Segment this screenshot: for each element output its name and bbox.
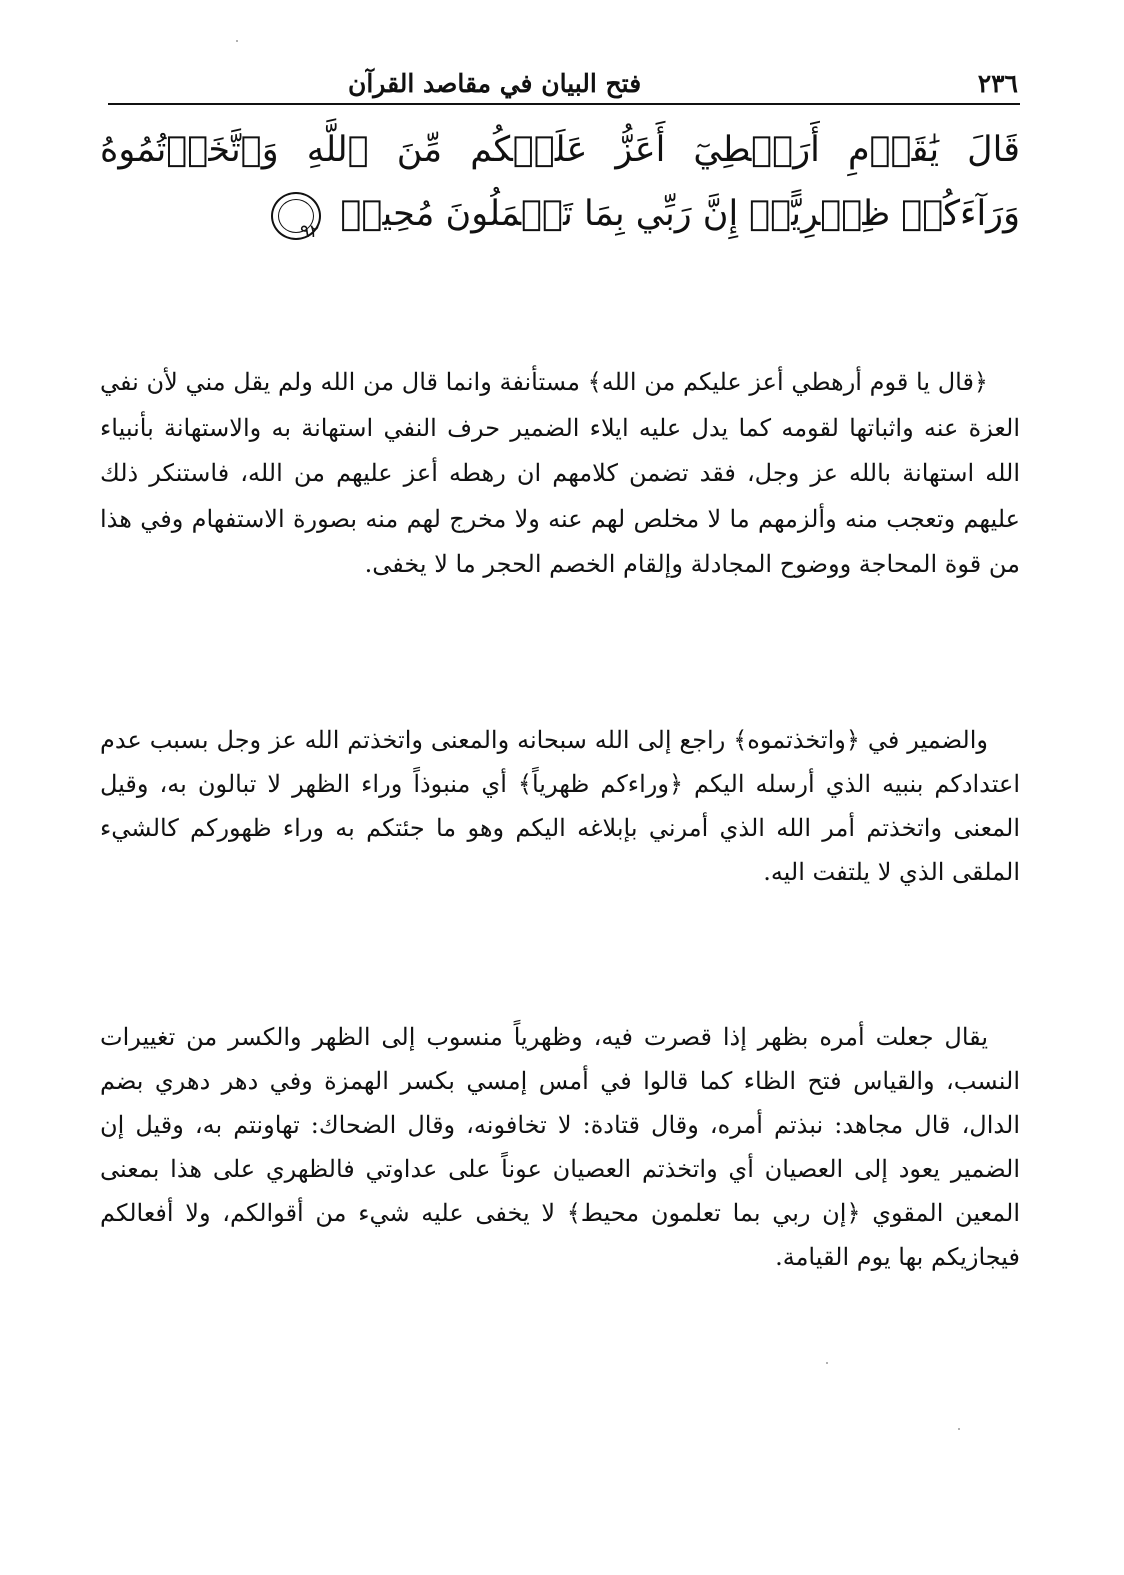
running-title: فتح البيان في مقاصد القرآن	[348, 69, 642, 98]
header-rule	[108, 103, 1020, 105]
page-header	[108, 52, 1018, 96]
commentary-paragraph-2: والضمير في ﴿واتخذتموه﴾ راجع إلى الله سبحانه والمعنى واتخذتم الله عز وجل بسبب عدم اعتدادكم بنبيه الذي أرسله اليكم ﴿وراءكم ظهرياً﴾ أي منبوذاً وراء الظهر لا تبالون به، وقيل المعنى واتخذتم أمر الله الذي أمرني بإبلاغه اليكم وهو ما جئتكم به وراء ظهوركم كالشيء الملقى الذي لا يلتفت اليه.	[100, 726, 1020, 886]
quran-verse	[100, 118, 1020, 246]
page-number: ٢٣٦	[977, 69, 1018, 98]
verse-end-marker-icon	[271, 192, 321, 240]
scan-speck	[826, 1362, 828, 1364]
scan-speck	[236, 40, 238, 42]
verse-number: ٩٢	[300, 220, 320, 242]
scan-speck	[958, 1428, 960, 1430]
commentary-paragraph-3: يقال جعلت أمره بظهر إذا قصرت فيه، وظهرياً منسوب إلى الظهر والكسر من تغييرات النسب، والقياس فتح الظاء كما قالوا في أمس إمسي بكسر الهمزة وفي دهر دهري بضم الدال، قال مجاهد: نبذتم أمره، وقال قتادة: لا تخافونه، وقال الضحاك: تهاونتم به، وقيل إن الضمير يعود إلى العصيان أي واتخذتم العصيان عوناً على عداوتي فالظهري على هذا بمعنى المعين المقوي ﴿إن ربي بما تعلمون محيط﴾ لا يخفى عليه شيء من أقوالكم، ولا أفعالكم فيجازيكم بها يوم القيامة.	[100, 1023, 1021, 1271]
verse-text: قَالَ يَٰقَوۡمِ أَرَهۡطِيٓ أَعَزُّ عَلَيۡكُم مِّنَ ٱللَّهِ وَٱتَّخَذۡتُمُوهُ وَرَآءَكُمۡ ظِهۡرِيًّاۖ إِنَّ رَبِّي بِمَا تَعۡمَلُونَ مُحِيطٞ	[100, 130, 1020, 234]
commentary-paragraph-1: ﴿قال يا قوم أرهطي أعز عليكم من الله﴾ مستأنفة وانما قال من الله ولم يقل مني لأن نفي العزة عنه واثباتها لقومه كما يدل عليه ايلاء الضمير حرف النفي استهانة به والاستهانة بأنبياء الله استهانة بالله عز وجل، فقد تضمن كلامهم ان رهطه أعز عليهم من الله، فاستنكر ذلك عليهم وتعجب منه وألزمهم ما لا مخلص لهم عنه ولا مخرج لهم منه بصورة الاستفهام وفي هذا من قوة المحاجة ووضوح المجادلة وإلقام الخصم الحجر ما لا يخفى.	[100, 368, 1020, 578]
